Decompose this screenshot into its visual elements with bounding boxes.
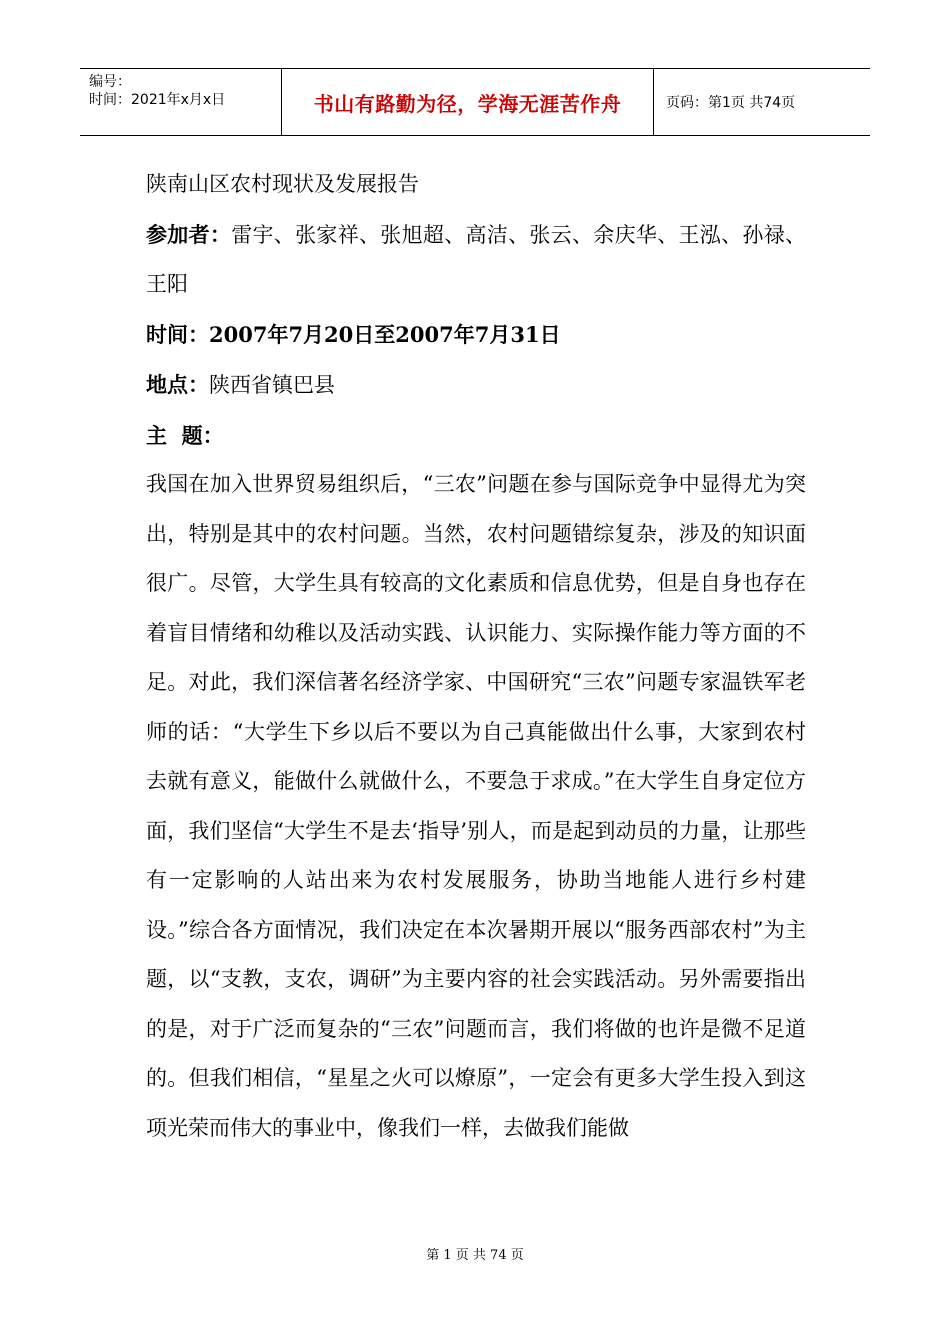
location-line [146, 360, 806, 411]
document-body [146, 160, 806, 1153]
participants-line [146, 210, 806, 310]
location-label: 地点： [146, 372, 209, 397]
document-date: 时间：2021年x月x日 [89, 92, 226, 108]
time-label: 时间： [146, 321, 209, 347]
page-header [80, 68, 870, 136]
page-footer: 第 1 页 共 74 页 [426, 1248, 524, 1263]
participants-value: 雷宇、张家祥、张旭超、高洁、张云、余庆华、王泓、孙禄、王阳 [146, 222, 807, 296]
time-line [146, 310, 806, 361]
header-page-info: 页码：第1页 共74页 [666, 95, 796, 111]
participants-label: 参加者： [146, 221, 232, 247]
location-value: 陕西省镇巴县 [209, 373, 335, 397]
document-title: 陕南山区农村现状及发展报告 [146, 172, 419, 196]
body-paragraph: 我国在加入世界贸易组织后，“三农”问题在参与国际竞争中显得尤为突出，特别是其中的农村问题。当然，农村问题错综复杂，涉及的知识面很广。尽管，大学生具有较高的文化素质和信息优势，但是自身也存在着盲目情绪和幼稚以及活动实践、认识能力、实际操作能力等方面的不足。对此，我们深信著名经济学家、中国研究“三农”问题专家温铁军老师的话：“大学生下乡以后不要以为自己真能做出什么事，大家到农村去就有意义，能做什么就做什么，不要急于求成。”在大学生自身定位方面，我们坚信“大学生不是去‘指导’别人，而是起到动员的力量，让那些有一定影响的人站出来为农村发展服务，协助当地能人进行乡村建设。”综合各方面情况，我们决定在本次暑期开展以“服务西部农村”为主题，以“支教，支农，调研”为主要内容的社会实践活动。另外需要指出的是，对于广泛而复杂的“三农”问题而言，我们将做的也许是微不足道的。但我们相信，“星星之火可以燎原”，一定会有更多大学生投入到这项光荣而伟大的事业中，像我们一样，去做我们能做 [146, 472, 806, 1140]
header-meta [80, 69, 282, 135]
theme-label: 主 题： [146, 422, 224, 448]
time-value: 2007年7月20日至2007年7月31日 [209, 321, 561, 347]
document-number: 编号： [89, 74, 131, 90]
header-motto: 书山有路勤为径，学海无涯苦作舟 [282, 69, 654, 135]
